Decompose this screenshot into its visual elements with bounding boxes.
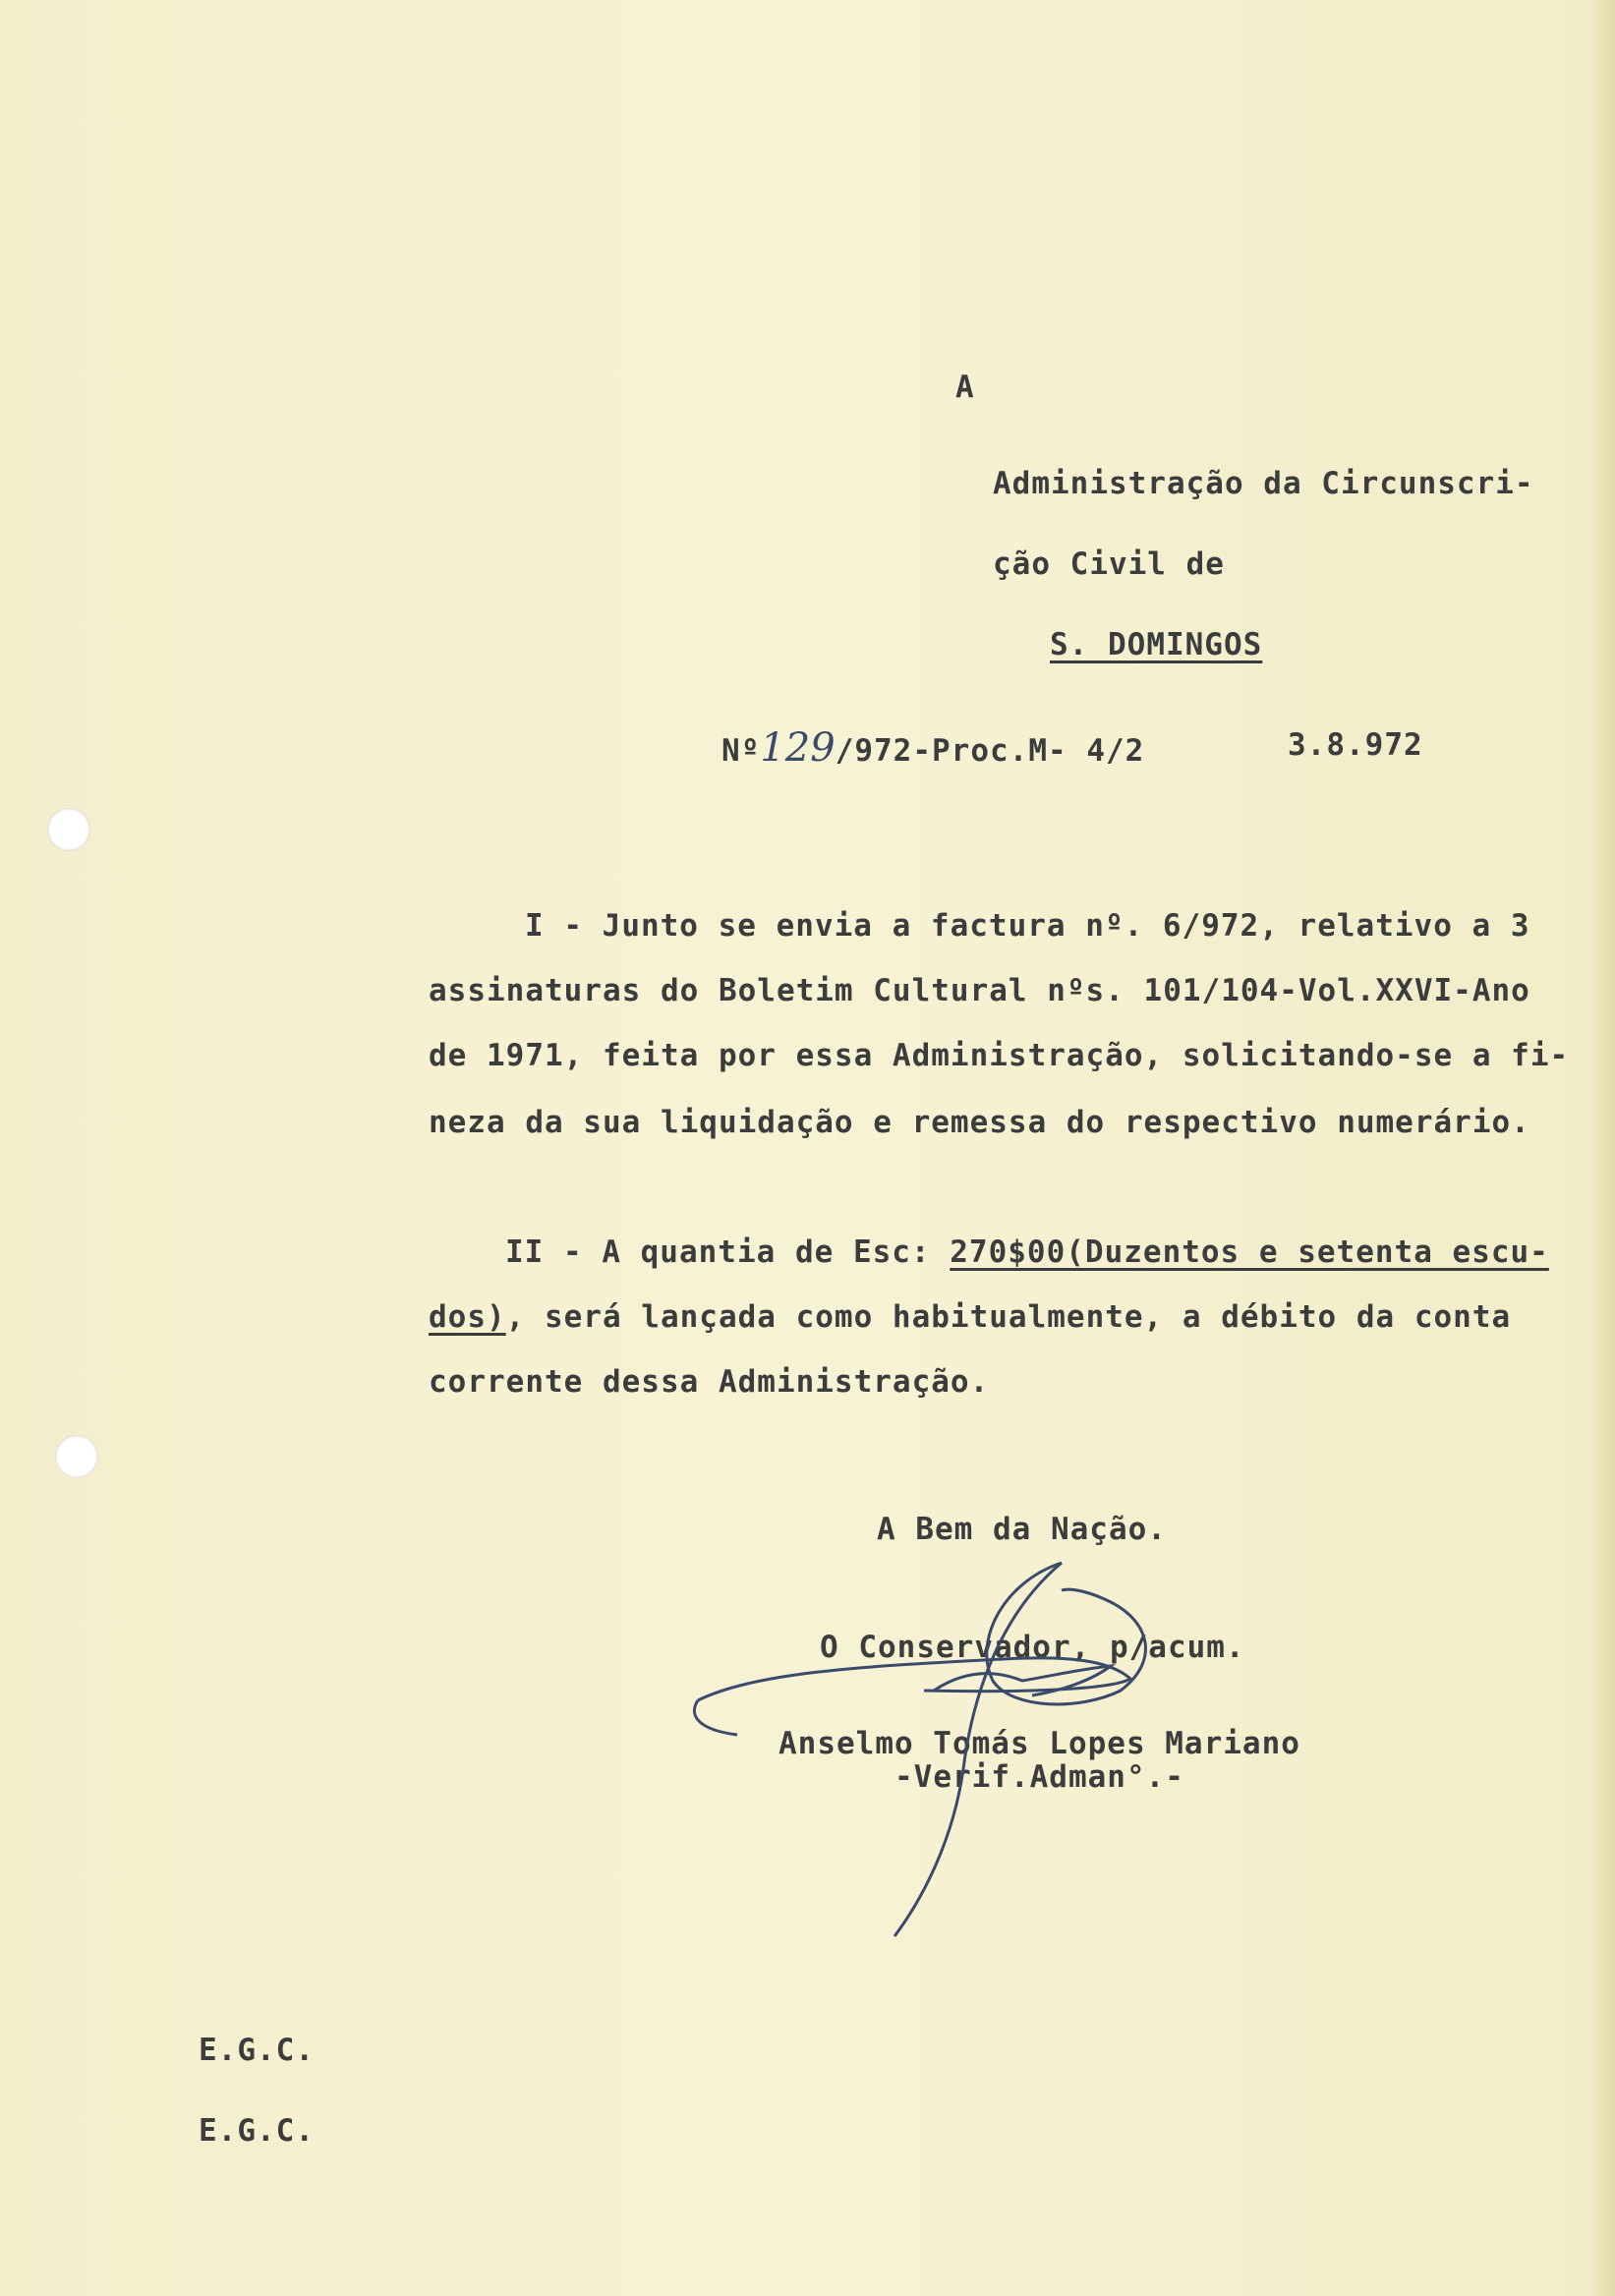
paragraph-2-line-3: corrente dessa Administração. xyxy=(429,1364,990,1400)
signatory-title: -Verif.Adman°.- xyxy=(894,1759,1184,1795)
reference-date: 3.8.972 xyxy=(1288,727,1423,763)
recipient-prefix: A xyxy=(955,370,975,405)
paragraph-1-line-1: I - Junto se envia a factura nº. 6/972, relativo a 3 xyxy=(525,908,1530,944)
recipient-line-1: Administração da Circunscri- xyxy=(993,466,1534,501)
paragraph-2-line-2-text: , será lançada como habitualmente, a débito da conta xyxy=(505,1299,1512,1335)
reference-line xyxy=(721,725,1144,771)
paragraph-2-start: II - A quantia de Esc: xyxy=(505,1234,951,1270)
reference-label: Nº xyxy=(721,733,761,769)
recipient-line-2: ção Civil de xyxy=(993,546,1225,582)
paragraph-1-line-2: assinaturas do Boletim Cultural nºs. 101/104-Vol.XXVI-Ano xyxy=(429,973,1530,1008)
paragraph-2-line-2 xyxy=(429,1299,1511,1335)
paragraph-1-line-3: de 1971, feita por essa Administração, solicitando-se a fi- xyxy=(429,1038,1570,1073)
reference-number-handwritten: 129 xyxy=(760,725,836,771)
recipient-place: S. DOMINGOS xyxy=(1050,627,1263,662)
footer-initials-1: E.G.C. xyxy=(199,2033,315,2068)
reference-code: /972-Proc.M- 4/2 xyxy=(835,733,1145,769)
paragraph-2-line-1 xyxy=(505,1234,1549,1270)
paragraph-1-line-4: neza da sua liquidação e remessa do respectivo numerário. xyxy=(429,1105,1530,1140)
salutation: A Bem da Nação. xyxy=(877,1512,1167,1547)
signatory-role: O Conservador, p/acum. xyxy=(820,1630,1245,1665)
punch-hole-top xyxy=(47,808,90,851)
paragraph-2-amount: 270$00(Duzentos e setenta escu- xyxy=(950,1234,1549,1270)
footer-initials-2: E.G.C. xyxy=(199,2113,315,2149)
paper-edge xyxy=(1593,0,1615,2296)
signatory-name: Anselmo Tomás Lopes Mariano xyxy=(779,1726,1300,1761)
paragraph-2-amount-end: dos) xyxy=(429,1299,506,1335)
punch-hole-bottom xyxy=(55,1435,98,1478)
handwritten-signature xyxy=(678,1543,1268,1946)
